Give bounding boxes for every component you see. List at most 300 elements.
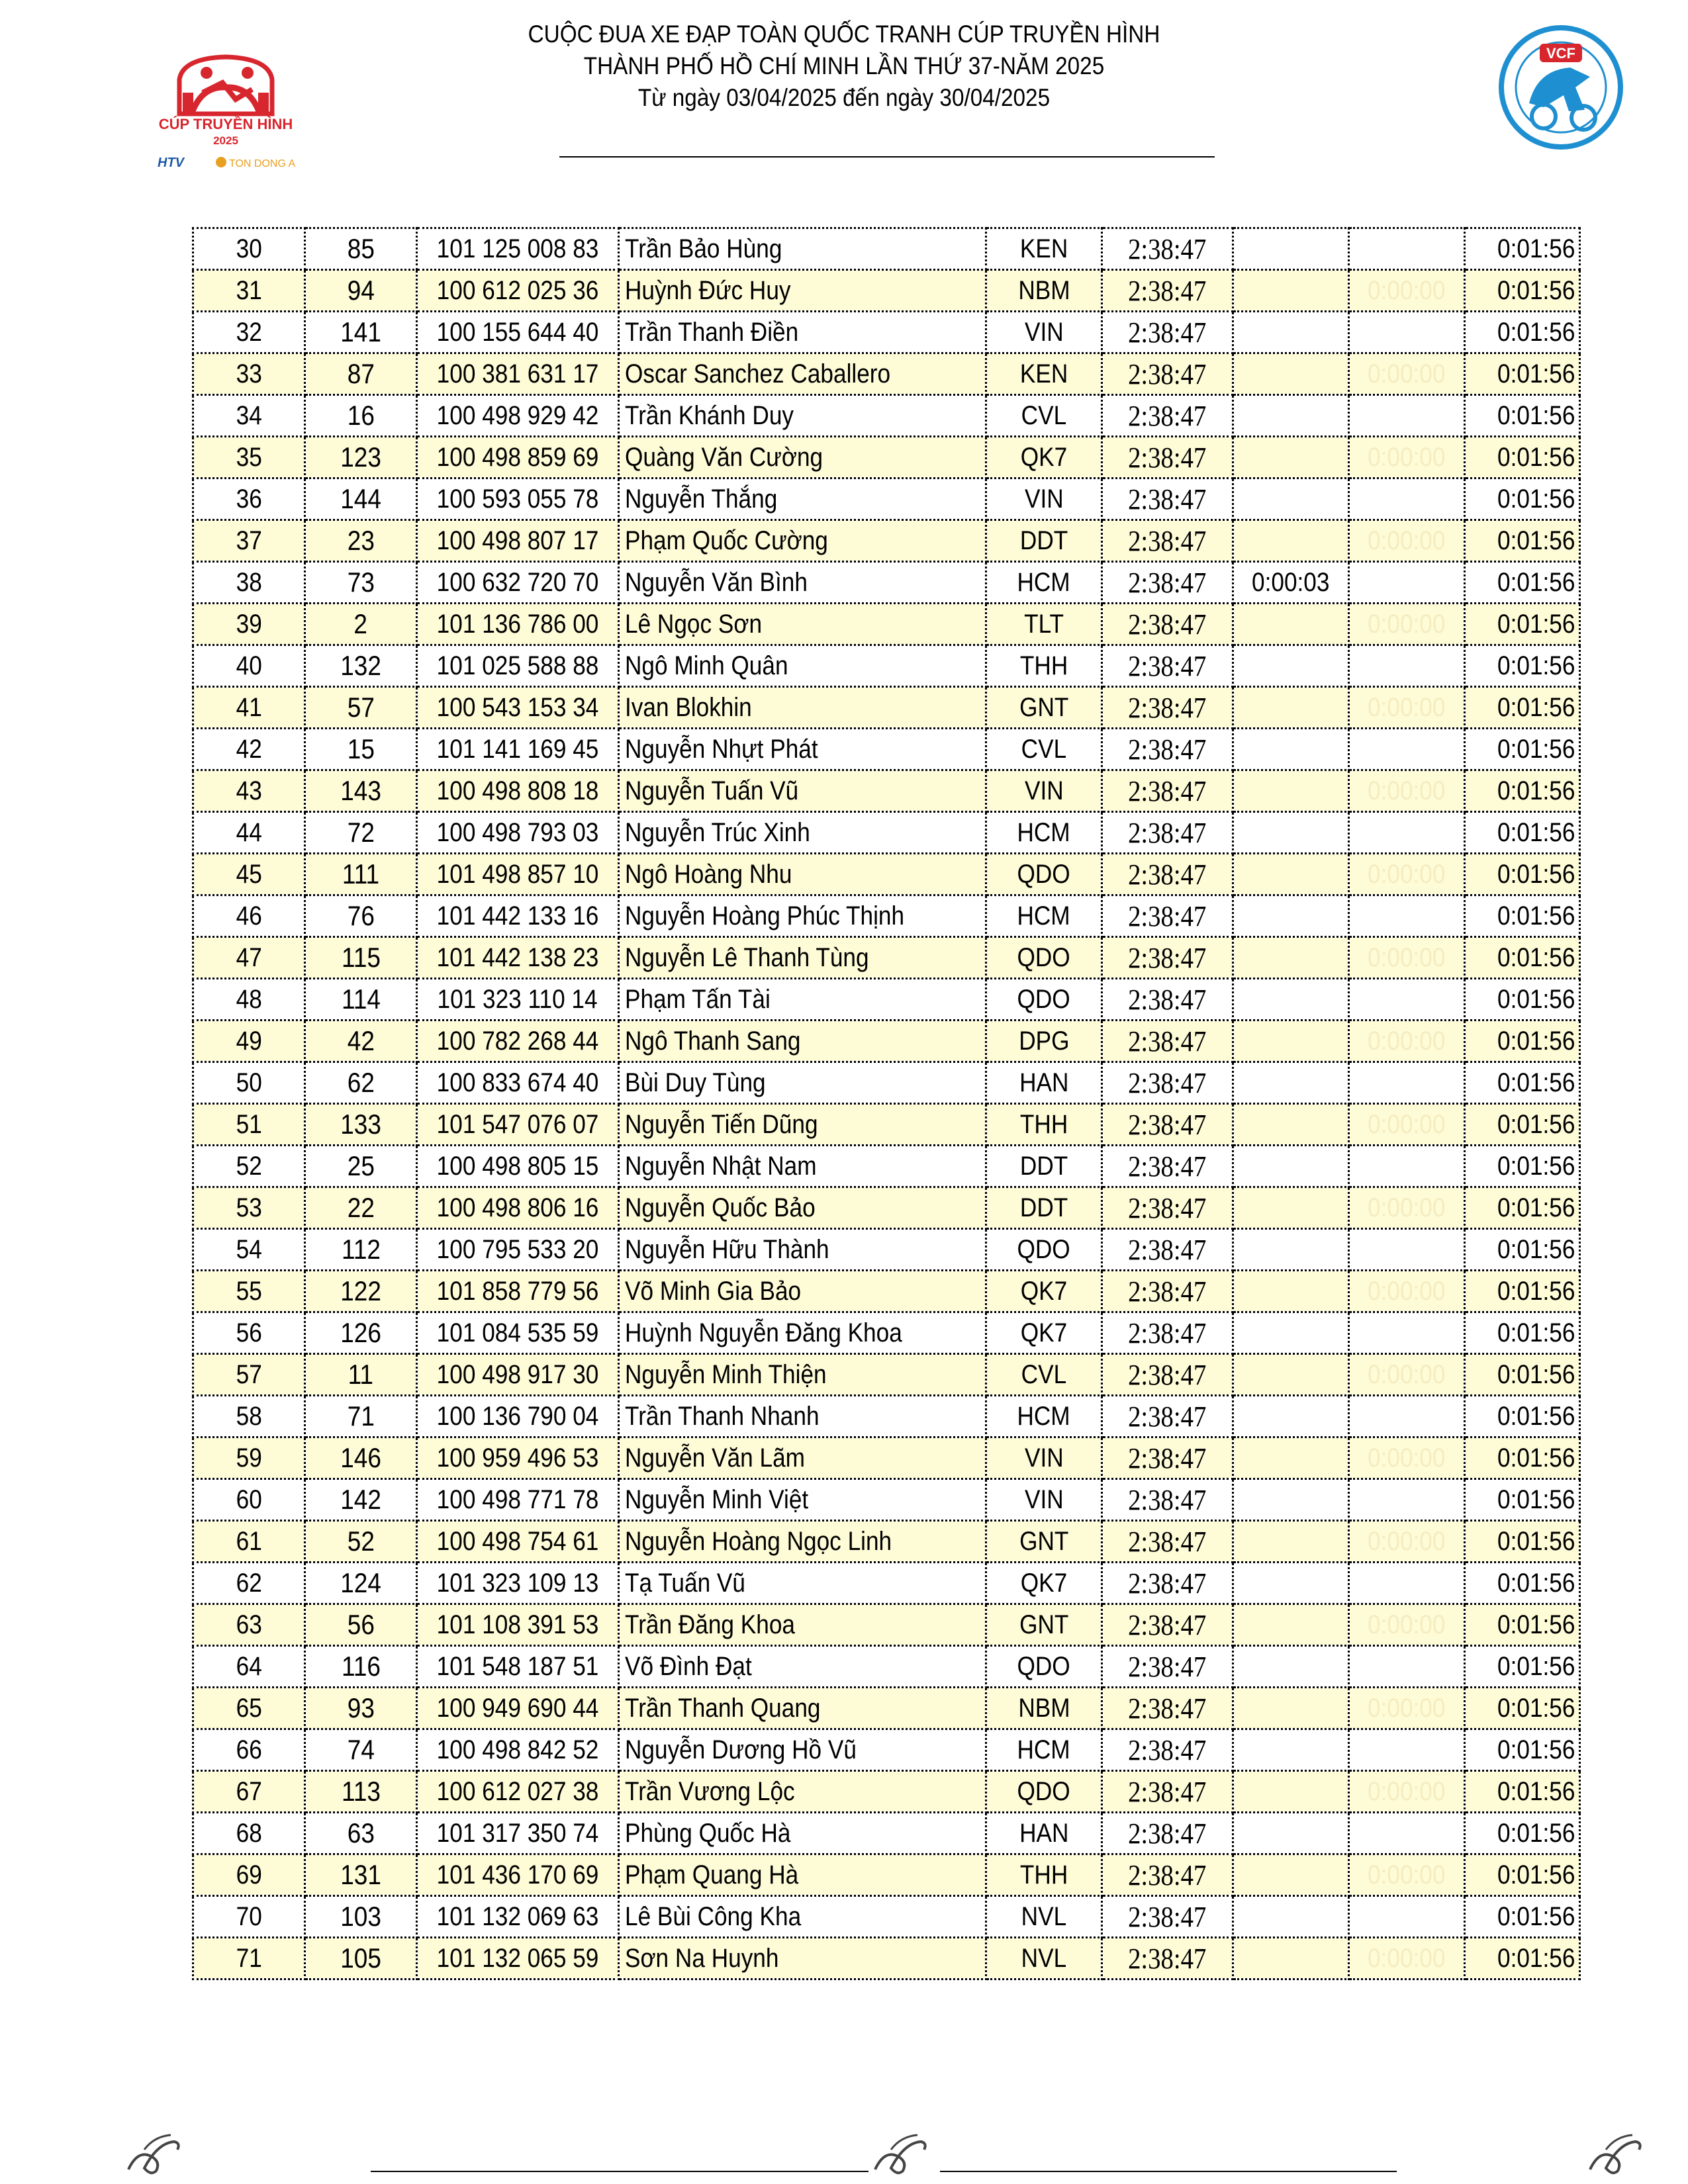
rank-cell: 35 bbox=[193, 437, 305, 478]
bonus-time-cell bbox=[1233, 854, 1349, 895]
team-code-cell: QDO bbox=[986, 1771, 1102, 1813]
rank-cell: 46 bbox=[193, 895, 305, 937]
uci-id-cell: 101 125 008 83 bbox=[417, 228, 619, 270]
finish-time-cell: 2:38:47 bbox=[1102, 1771, 1233, 1813]
penalty-time-cell: 0:00:00 bbox=[1349, 1354, 1465, 1396]
rank-cell: 58 bbox=[193, 1396, 305, 1437]
rider-name-cell: Nguyễn Tiến Dũng bbox=[619, 1104, 986, 1146]
uci-id-cell: 100 959 496 53 bbox=[417, 1437, 619, 1479]
penalty-time-cell bbox=[1349, 1896, 1465, 1938]
time-gap-cell: 0:01:56 bbox=[1465, 729, 1580, 770]
uci-id-cell: 101 136 786 00 bbox=[417, 604, 619, 645]
bib-cell: 76 bbox=[305, 895, 417, 937]
bib-cell: 126 bbox=[305, 1312, 417, 1354]
team-code-cell: QDO bbox=[986, 854, 1102, 895]
bonus-time-cell bbox=[1233, 1354, 1349, 1396]
rider-name-cell: Phạm Quốc Cường bbox=[619, 520, 986, 562]
team-code-cell: NBM bbox=[986, 270, 1102, 312]
bonus-time-cell bbox=[1233, 353, 1349, 395]
rank-cell: 51 bbox=[193, 1104, 305, 1146]
finish-time-cell: 2:38:47 bbox=[1102, 437, 1233, 478]
bonus-time-cell bbox=[1233, 1521, 1349, 1563]
rank-cell: 68 bbox=[193, 1813, 305, 1854]
finish-time-cell: 2:38:47 bbox=[1102, 1813, 1233, 1854]
bib-cell: 131 bbox=[305, 1854, 417, 1896]
bib-cell: 23 bbox=[305, 520, 417, 562]
team-code-cell: DPG bbox=[986, 1021, 1102, 1062]
time-gap-cell: 0:01:56 bbox=[1465, 604, 1580, 645]
time-gap-cell: 0:01:56 bbox=[1465, 1896, 1580, 1938]
penalty-time-cell: 0:00:00 bbox=[1349, 937, 1465, 979]
bonus-time-cell bbox=[1233, 395, 1349, 437]
table-row bbox=[193, 478, 1580, 520]
table-row bbox=[193, 1521, 1580, 1563]
bib-cell: 94 bbox=[305, 270, 417, 312]
rank-cell: 67 bbox=[193, 1771, 305, 1813]
table-row bbox=[193, 604, 1580, 645]
finish-time-cell: 2:38:47 bbox=[1102, 687, 1233, 729]
time-gap-cell: 0:01:56 bbox=[1465, 1729, 1580, 1771]
rider-name-cell: Ngô Minh Quân bbox=[619, 645, 986, 687]
penalty-time-cell: 0:00:00 bbox=[1349, 1271, 1465, 1312]
team-code-cell: TLT bbox=[986, 604, 1102, 645]
uci-id-cell: 101 317 350 74 bbox=[417, 1813, 619, 1854]
finish-time-cell: 2:38:47 bbox=[1102, 1646, 1233, 1688]
bib-cell: 123 bbox=[305, 437, 417, 478]
penalty-time-cell: 0:00:00 bbox=[1349, 270, 1465, 312]
uci-id-cell: 100 795 533 20 bbox=[417, 1229, 619, 1271]
bonus-time-cell bbox=[1233, 1604, 1349, 1646]
bib-cell: 62 bbox=[305, 1062, 417, 1104]
rank-cell: 61 bbox=[193, 1521, 305, 1563]
team-code-cell: VIN bbox=[986, 312, 1102, 353]
penalty-time-cell: 0:00:00 bbox=[1349, 1021, 1465, 1062]
bib-cell: 57 bbox=[305, 687, 417, 729]
bonus-time-cell bbox=[1233, 1146, 1349, 1187]
bib-cell: 115 bbox=[305, 937, 417, 979]
finish-time-cell: 2:38:47 bbox=[1102, 1312, 1233, 1354]
penalty-time-cell: 0:00:00 bbox=[1349, 1771, 1465, 1813]
finish-time-cell: 2:38:47 bbox=[1102, 1896, 1233, 1938]
time-gap-cell: 0:01:56 bbox=[1465, 1312, 1580, 1354]
penalty-time-cell bbox=[1349, 1646, 1465, 1688]
rider-name-cell: Nguyễn Minh Việt bbox=[619, 1479, 986, 1521]
uci-id-cell: 100 612 027 38 bbox=[417, 1771, 619, 1813]
team-code-cell: GNT bbox=[986, 1604, 1102, 1646]
finish-time-cell: 2:38:47 bbox=[1102, 520, 1233, 562]
time-gap-cell: 0:01:56 bbox=[1465, 937, 1580, 979]
rider-name-cell: Trần Thanh Nhanh bbox=[619, 1396, 986, 1437]
penalty-time-cell: 0:00:00 bbox=[1349, 1938, 1465, 1979]
team-code-cell: NVL bbox=[986, 1896, 1102, 1938]
uci-id-cell: 101 084 535 59 bbox=[417, 1312, 619, 1354]
bonus-time-cell bbox=[1233, 478, 1349, 520]
bonus-time-cell: 0:00:03 bbox=[1233, 562, 1349, 604]
finish-time-cell: 2:38:47 bbox=[1102, 1563, 1233, 1604]
table-row bbox=[193, 1896, 1580, 1938]
finish-time-cell: 2:38:47 bbox=[1102, 312, 1233, 353]
bib-cell: 15 bbox=[305, 729, 417, 770]
penalty-time-cell: 0:00:00 bbox=[1349, 1604, 1465, 1646]
bib-cell: 133 bbox=[305, 1104, 417, 1146]
rank-cell: 47 bbox=[193, 937, 305, 979]
bonus-time-cell bbox=[1233, 1229, 1349, 1271]
time-gap-cell: 0:01:56 bbox=[1465, 1479, 1580, 1521]
finish-time-cell: 2:38:47 bbox=[1102, 1104, 1233, 1146]
time-gap-cell: 0:01:56 bbox=[1465, 1396, 1580, 1437]
rider-name-cell: Ivan Blokhin bbox=[619, 687, 986, 729]
penalty-time-cell bbox=[1349, 1729, 1465, 1771]
time-gap-cell: 0:01:56 bbox=[1465, 1104, 1580, 1146]
table-row bbox=[193, 854, 1580, 895]
rider-name-cell: Nguyễn Lê Thanh Tùng bbox=[619, 937, 986, 979]
penalty-time-cell bbox=[1349, 1146, 1465, 1187]
time-gap-cell: 0:01:56 bbox=[1465, 395, 1580, 437]
finish-time-cell: 2:38:47 bbox=[1102, 1146, 1233, 1187]
rider-name-cell: Trần Khánh Duy bbox=[619, 395, 986, 437]
finish-time-cell: 2:38:47 bbox=[1102, 937, 1233, 979]
table-row bbox=[193, 729, 1580, 770]
uci-id-cell: 101 498 857 10 bbox=[417, 854, 619, 895]
cyclist-trophy-icon bbox=[179, 57, 272, 114]
finish-time-cell: 2:38:47 bbox=[1102, 1688, 1233, 1729]
team-code-cell: DDT bbox=[986, 520, 1102, 562]
time-gap-cell: 0:01:56 bbox=[1465, 1437, 1580, 1479]
bonus-time-cell bbox=[1233, 1854, 1349, 1896]
finish-time-cell: 2:38:47 bbox=[1102, 353, 1233, 395]
rank-cell: 65 bbox=[193, 1688, 305, 1729]
bib-cell: 146 bbox=[305, 1437, 417, 1479]
uci-id-cell: 101 547 076 07 bbox=[417, 1104, 619, 1146]
bonus-time-cell bbox=[1233, 270, 1349, 312]
team-code-cell: CVL bbox=[986, 729, 1102, 770]
time-gap-cell: 0:01:56 bbox=[1465, 1229, 1580, 1271]
rider-name-cell: Ngô Thanh Sang bbox=[619, 1021, 986, 1062]
team-code-cell: CVL bbox=[986, 1354, 1102, 1396]
uci-id-cell: 100 498 842 52 bbox=[417, 1729, 619, 1771]
bonus-time-cell bbox=[1233, 645, 1349, 687]
team-code-cell: KEN bbox=[986, 228, 1102, 270]
finish-time-cell: 2:38:47 bbox=[1102, 1021, 1233, 1062]
rank-cell: 33 bbox=[193, 353, 305, 395]
bonus-time-cell bbox=[1233, 1729, 1349, 1771]
footer-rule-left bbox=[371, 2171, 868, 2172]
bib-cell: 116 bbox=[305, 1646, 417, 1688]
time-gap-cell: 0:01:56 bbox=[1465, 854, 1580, 895]
bib-cell: 72 bbox=[305, 812, 417, 854]
bib-cell: 124 bbox=[305, 1563, 417, 1604]
finish-time-cell: 2:38:47 bbox=[1102, 1479, 1233, 1521]
table-row bbox=[193, 1813, 1580, 1854]
penalty-time-cell bbox=[1349, 1813, 1465, 1854]
penalty-time-cell bbox=[1349, 228, 1465, 270]
time-gap-cell: 0:01:56 bbox=[1465, 1771, 1580, 1813]
rank-cell: 69 bbox=[193, 1854, 305, 1896]
team-code-cell: VIN bbox=[986, 478, 1102, 520]
time-gap-cell: 0:01:56 bbox=[1465, 228, 1580, 270]
finish-time-cell: 2:38:47 bbox=[1102, 1729, 1233, 1771]
time-gap-cell: 0:01:56 bbox=[1465, 1813, 1580, 1854]
time-gap-cell: 0:01:56 bbox=[1465, 1146, 1580, 1187]
bonus-time-cell bbox=[1233, 1312, 1349, 1354]
table-row bbox=[193, 1563, 1580, 1604]
time-gap-cell: 0:01:56 bbox=[1465, 270, 1580, 312]
swirl-signature-icon bbox=[871, 2130, 931, 2177]
time-gap-cell: 0:01:56 bbox=[1465, 1062, 1580, 1104]
bonus-time-cell bbox=[1233, 312, 1349, 353]
time-gap-cell: 0:01:56 bbox=[1465, 312, 1580, 353]
uci-id-cell: 100 498 771 78 bbox=[417, 1479, 619, 1521]
team-code-cell: HCM bbox=[986, 562, 1102, 604]
table-row bbox=[193, 520, 1580, 562]
uci-id-cell: 101 442 133 16 bbox=[417, 895, 619, 937]
bonus-time-cell bbox=[1233, 729, 1349, 770]
rank-cell: 70 bbox=[193, 1896, 305, 1938]
team-code-cell: HAN bbox=[986, 1062, 1102, 1104]
uci-id-cell: 101 025 588 88 bbox=[417, 645, 619, 687]
finish-time-cell: 2:38:47 bbox=[1102, 729, 1233, 770]
table-row bbox=[193, 228, 1580, 270]
uci-id-cell: 100 498 805 15 bbox=[417, 1146, 619, 1187]
penalty-time-cell: 0:00:00 bbox=[1349, 1854, 1465, 1896]
finish-time-cell: 2:38:47 bbox=[1102, 478, 1233, 520]
uci-id-cell: 101 436 170 69 bbox=[417, 1854, 619, 1896]
rider-name-cell: Nguyễn Hoàng Ngọc Linh bbox=[619, 1521, 986, 1563]
penalty-time-cell: 0:00:00 bbox=[1349, 687, 1465, 729]
penalty-time-cell bbox=[1349, 812, 1465, 854]
penalty-time-cell: 0:00:00 bbox=[1349, 1688, 1465, 1729]
bonus-time-cell bbox=[1233, 228, 1349, 270]
bib-cell: 71 bbox=[305, 1396, 417, 1437]
bib-cell: 112 bbox=[305, 1229, 417, 1271]
team-code-cell: GNT bbox=[986, 1521, 1102, 1563]
rider-name-cell: Phạm Quang Hà bbox=[619, 1854, 986, 1896]
time-gap-cell: 0:01:56 bbox=[1465, 1187, 1580, 1229]
bonus-time-cell bbox=[1233, 1896, 1349, 1938]
rank-cell: 57 bbox=[193, 1354, 305, 1396]
table-row bbox=[193, 1479, 1580, 1521]
finish-time-cell: 2:38:47 bbox=[1102, 1437, 1233, 1479]
team-code-cell: VIN bbox=[986, 1479, 1102, 1521]
bib-cell: 52 bbox=[305, 1521, 417, 1563]
uci-id-cell: 100 498 808 18 bbox=[417, 770, 619, 812]
swirl-signature-icon bbox=[1586, 2130, 1646, 2177]
rider-name-cell: Quàng Văn Cường bbox=[619, 437, 986, 478]
team-code-cell: QK7 bbox=[986, 437, 1102, 478]
table-row bbox=[193, 1146, 1580, 1187]
table-row bbox=[193, 1688, 1580, 1729]
bib-cell: 56 bbox=[305, 1604, 417, 1646]
bib-cell: 87 bbox=[305, 353, 417, 395]
logo-text-cup: CÚP TRUYỀN HÌNH bbox=[158, 116, 293, 132]
bonus-time-cell bbox=[1233, 979, 1349, 1021]
table-row bbox=[193, 687, 1580, 729]
bib-cell: 63 bbox=[305, 1813, 417, 1854]
uci-id-cell: 101 442 138 23 bbox=[417, 937, 619, 979]
table-row bbox=[193, 937, 1580, 979]
penalty-time-cell: 0:00:00 bbox=[1349, 604, 1465, 645]
bib-cell: 74 bbox=[305, 1729, 417, 1771]
rider-name-cell: Nguyễn Trúc Xinh bbox=[619, 812, 986, 854]
penalty-time-cell bbox=[1349, 1229, 1465, 1271]
bonus-time-cell bbox=[1233, 1396, 1349, 1437]
rank-cell: 63 bbox=[193, 1604, 305, 1646]
table-row bbox=[193, 1437, 1580, 1479]
rider-name-cell: Nguyễn Văn Lãm bbox=[619, 1437, 986, 1479]
rank-cell: 59 bbox=[193, 1437, 305, 1479]
rank-cell: 43 bbox=[193, 770, 305, 812]
uci-id-cell: 100 498 859 69 bbox=[417, 437, 619, 478]
penalty-time-cell: 0:00:00 bbox=[1349, 1521, 1465, 1563]
rider-name-cell: Nguyễn Dương Hồ Vũ bbox=[619, 1729, 986, 1771]
team-code-cell: QK7 bbox=[986, 1312, 1102, 1354]
team-code-cell: KEN bbox=[986, 353, 1102, 395]
finish-time-cell: 2:38:47 bbox=[1102, 770, 1233, 812]
rank-cell: 45 bbox=[193, 854, 305, 895]
table-row bbox=[193, 1854, 1580, 1896]
bib-cell: 111 bbox=[305, 854, 417, 895]
rider-name-cell: Sơn Na Huynh bbox=[619, 1938, 986, 1979]
bonus-time-cell bbox=[1233, 687, 1349, 729]
finish-time-cell: 2:38:47 bbox=[1102, 1229, 1233, 1271]
table-row bbox=[193, 1021, 1580, 1062]
rider-name-cell: Trần Bảo Hùng bbox=[619, 228, 986, 270]
finish-time-cell: 2:38:47 bbox=[1102, 604, 1233, 645]
emblem-abbr: VCF bbox=[1546, 45, 1575, 62]
finish-time-cell: 2:38:47 bbox=[1102, 812, 1233, 854]
penalty-time-cell: 0:00:00 bbox=[1349, 1187, 1465, 1229]
table-row bbox=[193, 1229, 1580, 1271]
uci-id-cell: 101 108 391 53 bbox=[417, 1604, 619, 1646]
bib-cell: 11 bbox=[305, 1354, 417, 1396]
rider-name-cell: Trần Vương Lộc bbox=[619, 1771, 986, 1813]
uci-id-cell: 101 323 109 13 bbox=[417, 1563, 619, 1604]
team-code-cell: GNT bbox=[986, 687, 1102, 729]
team-code-cell: HCM bbox=[986, 895, 1102, 937]
uci-id-cell: 101 858 779 56 bbox=[417, 1271, 619, 1312]
uci-id-cell: 100 782 268 44 bbox=[417, 1021, 619, 1062]
rank-cell: 42 bbox=[193, 729, 305, 770]
uci-id-cell: 101 548 187 51 bbox=[417, 1646, 619, 1688]
rank-cell: 41 bbox=[193, 687, 305, 729]
bonus-time-cell bbox=[1233, 812, 1349, 854]
uci-id-cell: 100 498 806 16 bbox=[417, 1187, 619, 1229]
rank-cell: 55 bbox=[193, 1271, 305, 1312]
bonus-time-cell bbox=[1233, 1062, 1349, 1104]
bib-cell: 132 bbox=[305, 645, 417, 687]
penalty-time-cell bbox=[1349, 478, 1465, 520]
rank-cell: 30 bbox=[193, 228, 305, 270]
bib-cell: 144 bbox=[305, 478, 417, 520]
bib-cell: 25 bbox=[305, 1146, 417, 1187]
bonus-time-cell bbox=[1233, 895, 1349, 937]
table-row bbox=[193, 1062, 1580, 1104]
uci-id-cell: 101 323 110 14 bbox=[417, 979, 619, 1021]
bib-cell: 105 bbox=[305, 1938, 417, 1979]
penalty-time-cell bbox=[1349, 729, 1465, 770]
bonus-time-cell bbox=[1233, 770, 1349, 812]
team-code-cell: HCM bbox=[986, 812, 1102, 854]
team-code-cell: DDT bbox=[986, 1146, 1102, 1187]
time-gap-cell: 0:01:56 bbox=[1465, 1854, 1580, 1896]
bib-cell: 113 bbox=[305, 1771, 417, 1813]
team-code-cell: THH bbox=[986, 1854, 1102, 1896]
bib-cell: 141 bbox=[305, 312, 417, 353]
rank-cell: 44 bbox=[193, 812, 305, 854]
uci-id-cell: 100 498 929 42 bbox=[417, 395, 619, 437]
table-row bbox=[193, 1354, 1580, 1396]
rank-cell: 50 bbox=[193, 1062, 305, 1104]
table-row bbox=[193, 1187, 1580, 1229]
penalty-time-cell bbox=[1349, 1479, 1465, 1521]
time-gap-cell: 0:01:56 bbox=[1465, 437, 1580, 478]
bib-cell: 22 bbox=[305, 1187, 417, 1229]
time-gap-cell: 0:01:56 bbox=[1465, 1604, 1580, 1646]
penalty-time-cell: 0:00:00 bbox=[1349, 770, 1465, 812]
rank-cell: 53 bbox=[193, 1187, 305, 1229]
bonus-time-cell bbox=[1233, 937, 1349, 979]
time-gap-cell: 0:01:56 bbox=[1465, 1938, 1580, 1979]
bib-cell: 122 bbox=[305, 1271, 417, 1312]
time-gap-cell: 0:01:56 bbox=[1465, 1271, 1580, 1312]
rank-cell: 60 bbox=[193, 1479, 305, 1521]
penalty-time-cell bbox=[1349, 1062, 1465, 1104]
table-row bbox=[193, 979, 1580, 1021]
finish-time-cell: 2:38:47 bbox=[1102, 1062, 1233, 1104]
finish-time-cell: 2:38:47 bbox=[1102, 228, 1233, 270]
uci-id-cell: 100 136 790 04 bbox=[417, 1396, 619, 1437]
time-gap-cell: 0:01:56 bbox=[1465, 520, 1580, 562]
rank-cell: 71 bbox=[193, 1938, 305, 1979]
table-row bbox=[193, 437, 1580, 478]
bib-cell: 85 bbox=[305, 228, 417, 270]
bonus-time-cell bbox=[1233, 520, 1349, 562]
finish-time-cell: 2:38:47 bbox=[1102, 1521, 1233, 1563]
rider-name-cell: Ngô Hoàng Nhu bbox=[619, 854, 986, 895]
uci-id-cell: 100 632 720 70 bbox=[417, 562, 619, 604]
team-code-cell: QK7 bbox=[986, 1271, 1102, 1312]
penalty-time-cell bbox=[1349, 979, 1465, 1021]
table-row bbox=[193, 1729, 1580, 1771]
finish-time-cell: 2:38:47 bbox=[1102, 270, 1233, 312]
table-row bbox=[193, 312, 1580, 353]
bib-cell: 42 bbox=[305, 1021, 417, 1062]
penalty-time-cell bbox=[1349, 395, 1465, 437]
rank-cell: 54 bbox=[193, 1229, 305, 1271]
time-gap-cell: 0:01:56 bbox=[1465, 1688, 1580, 1729]
table-row bbox=[193, 770, 1580, 812]
bonus-time-cell bbox=[1233, 1771, 1349, 1813]
header-date-range: Từ ngày 03/04/2025 đến ngày 30/04/2025 bbox=[637, 84, 1051, 111]
finish-time-cell: 2:38:47 bbox=[1102, 854, 1233, 895]
table-row bbox=[193, 1771, 1580, 1813]
table-row bbox=[193, 395, 1580, 437]
penalty-time-cell bbox=[1349, 1396, 1465, 1437]
rider-name-cell: Tạ Tuấn Vũ bbox=[619, 1563, 986, 1604]
logo-text-year: 2025 bbox=[213, 134, 238, 147]
uci-id-cell: 100 543 153 34 bbox=[417, 687, 619, 729]
rider-name-cell: Nguyễn Thắng bbox=[619, 478, 986, 520]
bonus-time-cell bbox=[1233, 1021, 1349, 1062]
penalty-time-cell bbox=[1349, 312, 1465, 353]
vcf-emblem bbox=[1497, 24, 1624, 151]
finish-time-cell: 2:38:47 bbox=[1102, 1187, 1233, 1229]
time-gap-cell: 0:01:56 bbox=[1465, 353, 1580, 395]
rank-cell: 37 bbox=[193, 520, 305, 562]
finish-time-cell: 2:38:47 bbox=[1102, 1938, 1233, 1979]
swirl-signature-icon bbox=[124, 2130, 184, 2177]
rider-name-cell: Nguyễn Quốc Bảo bbox=[619, 1187, 986, 1229]
